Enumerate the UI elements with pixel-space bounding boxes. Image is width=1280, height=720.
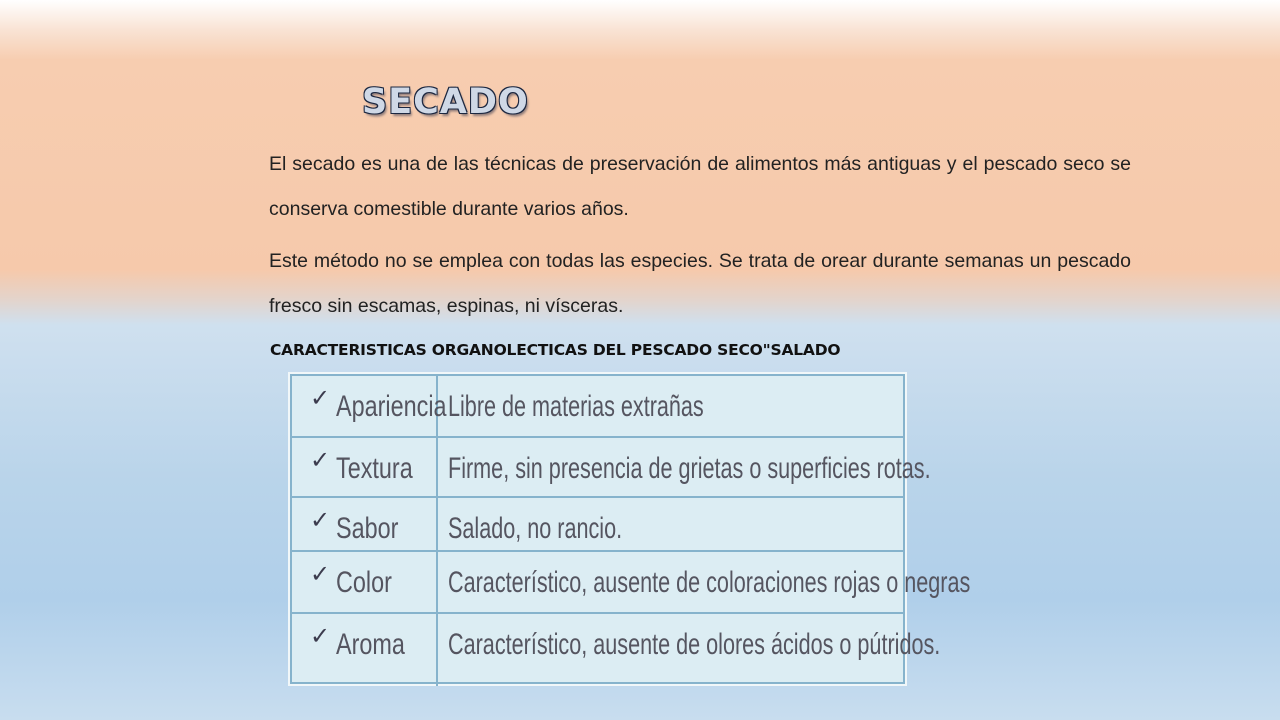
row-label: Apariencia xyxy=(336,390,447,423)
characteristics-heading: CARACTERISTICAS ORGANOLECTICAS DEL PESCADO SECO"SALADO xyxy=(270,341,841,359)
row-label: Aroma xyxy=(336,628,405,661)
row-description: Libre de materias extrañas xyxy=(448,390,704,423)
label-cell xyxy=(292,614,438,686)
checkmark-icon: ✓ xyxy=(310,384,331,412)
table-row xyxy=(292,614,941,686)
checkmark-icon: ✓ xyxy=(310,622,331,650)
table-row xyxy=(292,376,903,438)
label-cell xyxy=(292,552,438,612)
checkmark-icon: ✓ xyxy=(310,446,331,474)
description-cell xyxy=(438,552,971,612)
characteristics-table xyxy=(288,372,971,686)
row-label: Color xyxy=(336,566,392,599)
row-label: Sabor xyxy=(336,512,399,545)
table-row xyxy=(292,438,931,498)
label-cell xyxy=(292,498,438,550)
table-row xyxy=(292,552,971,614)
description-cell xyxy=(438,438,931,496)
checkmark-icon: ✓ xyxy=(310,560,331,588)
description-cell xyxy=(438,376,903,436)
row-description: Característico, ausente de olores ácidos o pútridos. xyxy=(448,628,941,661)
table-row xyxy=(292,498,903,552)
checkmark-icon: ✓ xyxy=(310,506,331,534)
row-description: Firme, sin presencia de grietas o superficies rotas. xyxy=(448,452,931,485)
row-description: Característico, ausente de coloraciones rojas o negras xyxy=(448,566,971,599)
description-cell xyxy=(438,498,903,550)
row-label: Textura xyxy=(336,452,413,485)
description-cell xyxy=(438,614,941,686)
row-description: Salado, no rancio. xyxy=(448,512,623,545)
paragraph-intro: El secado es una de las técnicas de preservación de alimentos más antiguas y el pescado seco se conserva comestible durante varios años. xyxy=(269,153,1131,220)
label-cell xyxy=(292,376,447,436)
slide-title: SECADO xyxy=(362,82,529,122)
label-cell xyxy=(292,438,438,496)
paragraph-method: Este método no se emplea con todas las especies. Se trata de orear durante semanas un pescado fresco sin escamas, espinas, ni vísceras. xyxy=(269,250,1131,317)
